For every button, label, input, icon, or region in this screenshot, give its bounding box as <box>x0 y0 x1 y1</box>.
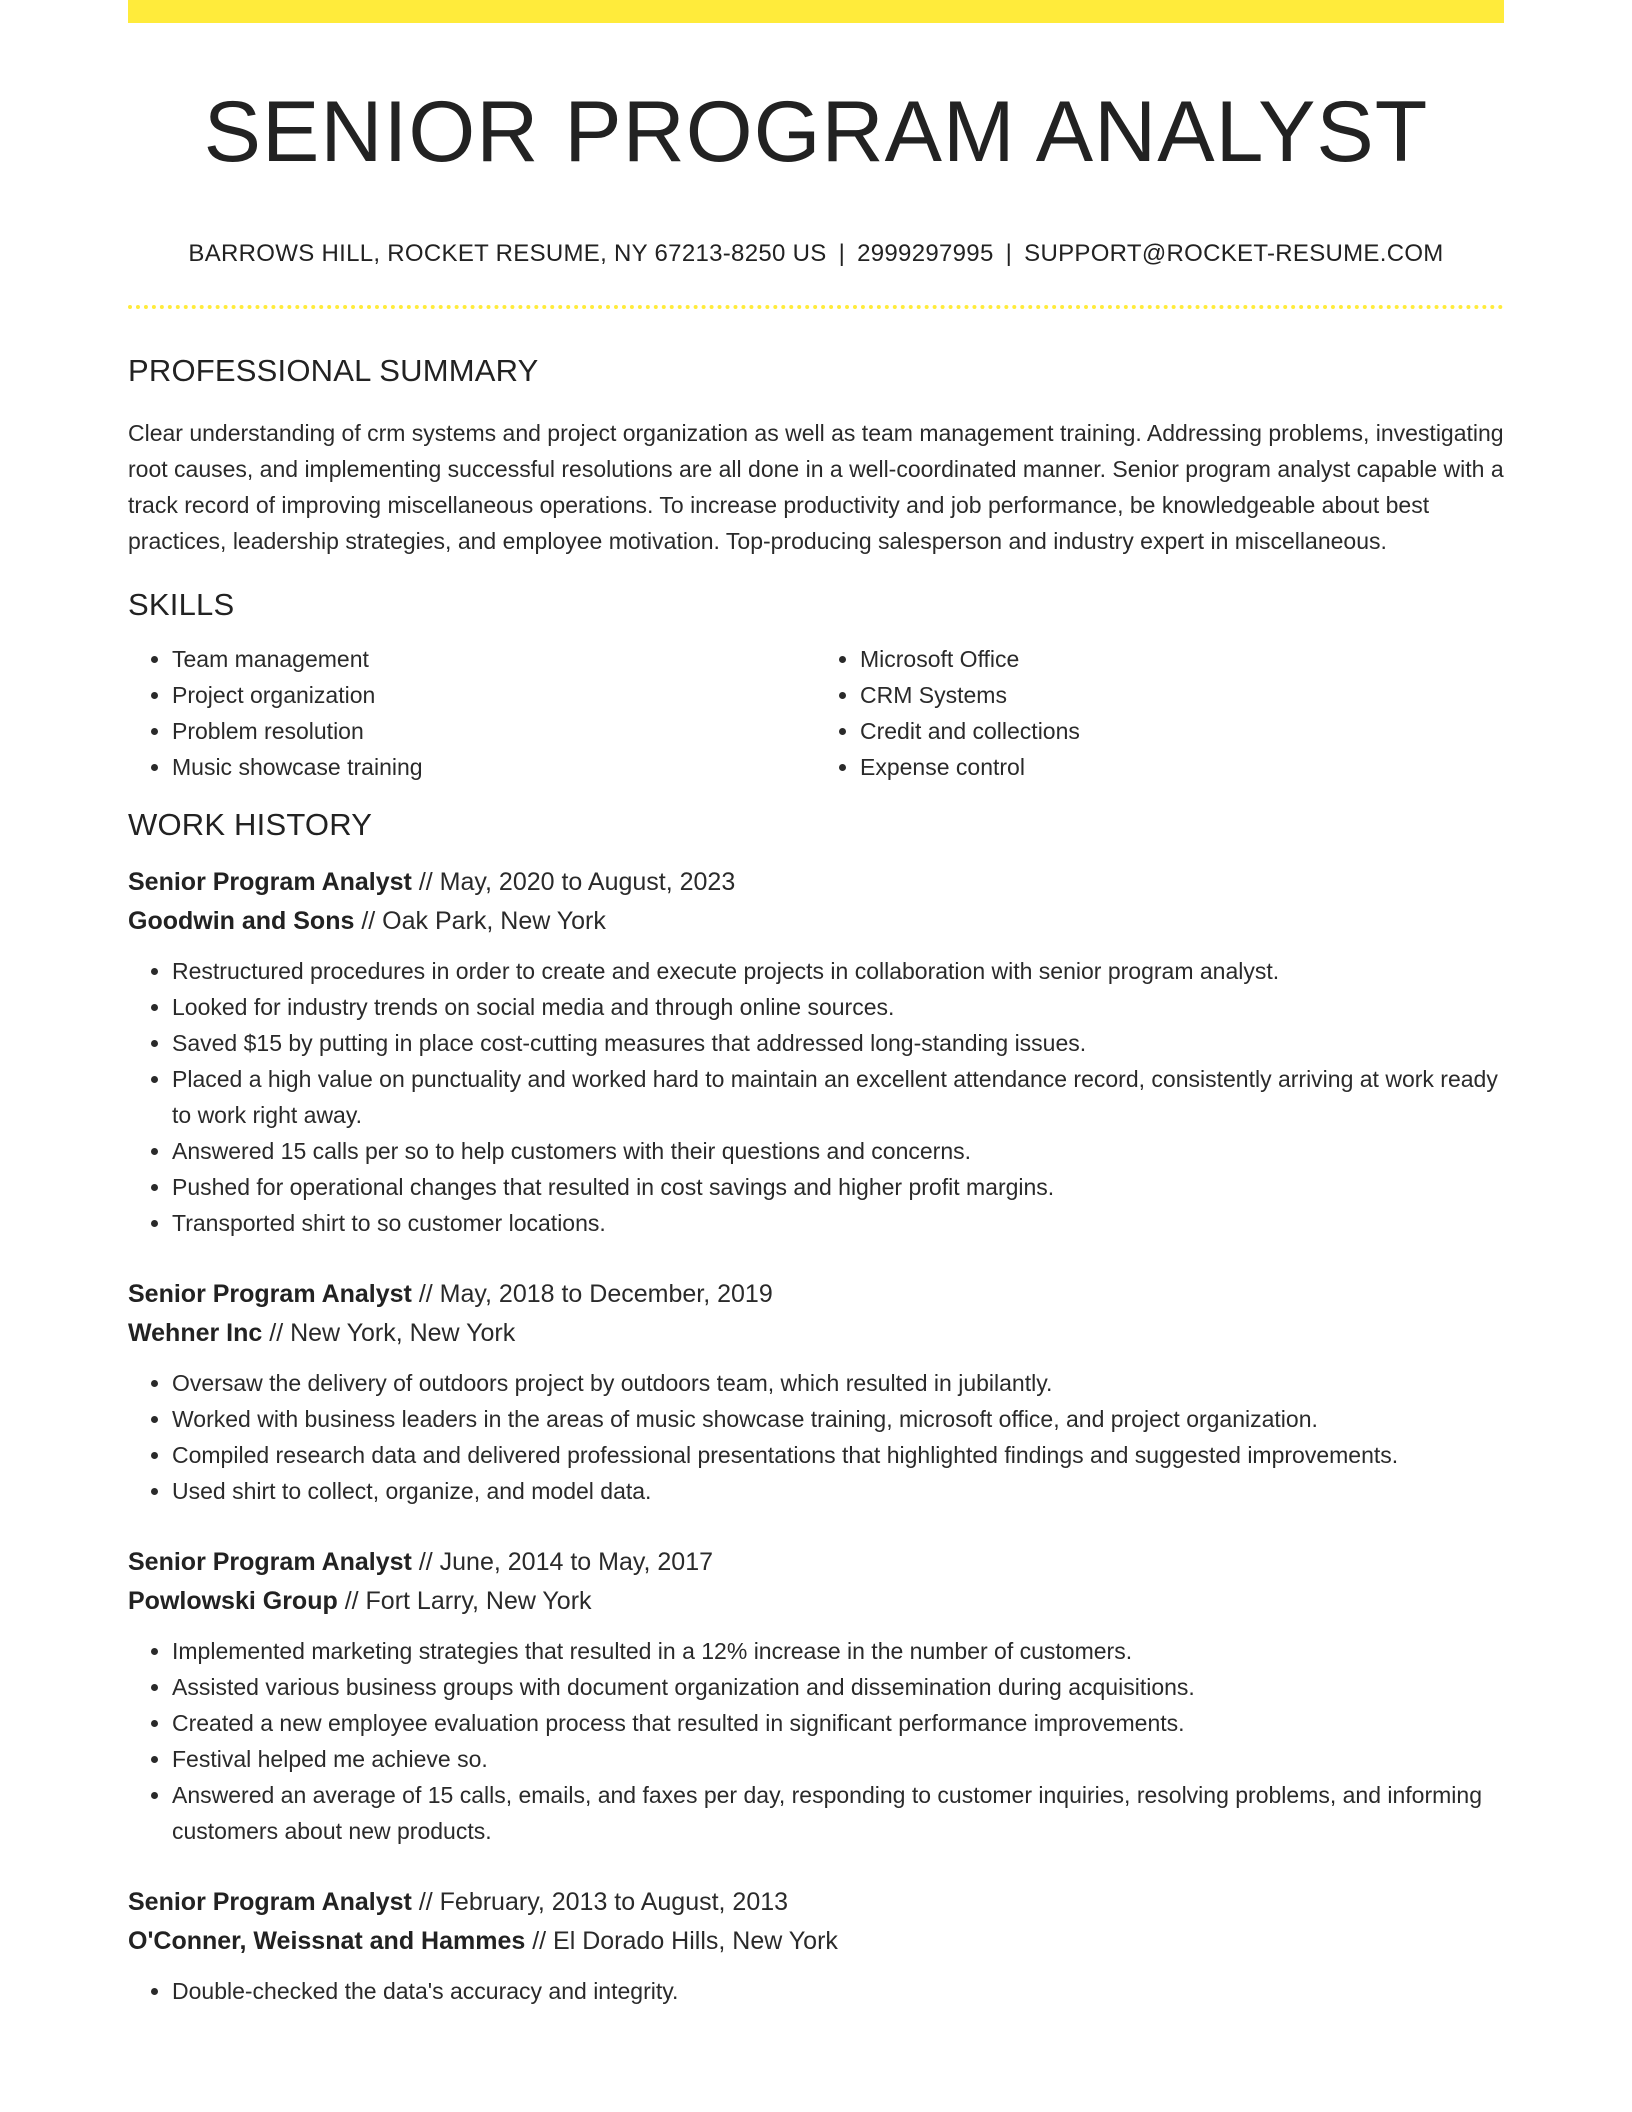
job-company: Powlowski Group <box>128 1586 338 1615</box>
job-bullet: • Assisted various business groups with document organization and dissemination during acquisitions. <box>172 1669 1504 1705</box>
job-entry <box>128 1543 1504 1849</box>
job-bullet: • Compiled research data and delivered professional presentations that highlighted findings and suggested improvements. <box>172 1437 1504 1473</box>
job-bullet: • Worked with business leaders in the areas of music showcase training, microsoft office, and project organization. <box>172 1401 1504 1437</box>
job-company-line <box>128 902 1504 941</box>
job-role: Senior Program Analyst <box>128 867 412 896</box>
job-company: O'Conner, Weissnat and Hammes <box>128 1926 526 1955</box>
skill-item: • Team management <box>172 641 816 677</box>
job-bullet: • Placed a high value on punctuality and worked hard to maintain an excellent attendance record, consistently arriving at work ready to work right away. <box>172 1061 1504 1133</box>
job-role-line <box>128 863 1504 902</box>
contact-line <box>128 240 1504 268</box>
skill-item: • CRM Systems <box>860 677 1504 713</box>
job-bullet: • Transported shirt to so customer locations. <box>172 1205 1504 1241</box>
job-role-line <box>128 1543 1504 1582</box>
job-bullet: • Answered an average of 15 calls, emails, and faxes per day, responding to customer inquiries, resolving problems, and informing customers about new products. <box>172 1777 1504 1849</box>
job-bullets <box>128 1365 1504 1509</box>
skill-item: • Microsoft Office <box>860 641 1504 677</box>
resume-page <box>128 0 1504 2009</box>
job-company-line <box>128 1314 1504 1353</box>
job-role: Senior Program Analyst <box>128 1547 412 1576</box>
job-bullet: • Answered 15 calls per so to help customers with their questions and concerns. <box>172 1133 1504 1169</box>
summary-heading: PROFESSIONAL SUMMARY <box>128 352 539 388</box>
job-bullet: • Looked for industry trends on social media and through online sources. <box>172 989 1504 1025</box>
job-company-line <box>128 1582 1504 1621</box>
job-entry <box>128 863 1504 1241</box>
job-bullet: • Festival helped me achieve so. <box>172 1741 1504 1777</box>
phone-text: 2999297995 <box>857 239 994 267</box>
skill-item: • Project organization <box>172 677 816 713</box>
address-text: BARROWS HILL, ROCKET RESUME, NY 67213-8250 US <box>188 239 827 267</box>
job-role-line <box>128 1275 1504 1314</box>
job-location: // Oak Park, New York <box>354 906 606 935</box>
job-location: // New York, New York <box>262 1318 516 1347</box>
job-bullets <box>128 1633 1504 1849</box>
work-history-heading: WORK HISTORY <box>128 806 373 842</box>
skill-item: • Problem resolution <box>172 713 816 749</box>
job-bullet: • Used shirt to collect, organize, and model data. <box>172 1473 1504 1509</box>
job-location: // El Dorado Hills, New York <box>525 1926 838 1955</box>
top-accent-bar <box>128 0 1504 23</box>
job-bullet: • Pushed for operational changes that resulted in cost savings and higher profit margins. <box>172 1169 1504 1205</box>
skills-column-right <box>816 641 1504 785</box>
job-role-line <box>128 1883 1504 1922</box>
skill-item: • Music showcase training <box>172 749 816 785</box>
skills-column-left <box>128 641 816 785</box>
job-bullet: • Restructured procedures in order to create and execute projects in collaboration with senior program analyst. <box>172 953 1504 989</box>
skills-heading: SKILLS <box>128 586 235 622</box>
job-dates: // February, 2013 to August, 2013 <box>411 1887 789 1916</box>
job-entry <box>128 1275 1504 1509</box>
dotted-divider <box>128 305 1504 309</box>
skills-list <box>128 641 1504 785</box>
job-bullet: • Implemented marketing strategies that resulted in a 12% increase in the number of customers. <box>172 1633 1504 1669</box>
resume-title: SENIOR PROGRAM ANALYST <box>203 84 1429 180</box>
job-bullets <box>128 1973 1504 2009</box>
job-dates: // May, 2020 to August, 2023 <box>411 867 736 896</box>
job-company-line <box>128 1922 1504 1961</box>
contact-separator: | <box>838 239 846 267</box>
job-entry <box>128 1883 1504 2009</box>
job-bullet: • Double-checked the data's accuracy and integrity. <box>172 1973 1504 2009</box>
job-company: Wehner Inc <box>128 1318 263 1347</box>
summary-text: Clear understanding of crm systems and project organization as well as team management training. Addressing problems, investigating root causes, and implementing successful resolutions are all done in a well-coordinated manner. Senior program analyst capable with a track record of improving miscellaneous operations. To increase productivity and job performance, be knowledgeable about best practices, leadership strategies, and employee motivation. Top-producing salesperson and industry expert in miscellaneous. <box>128 419 1504 554</box>
job-dates: // May, 2018 to December, 2019 <box>411 1279 773 1308</box>
skill-item: • Expense control <box>860 749 1504 785</box>
skill-item: • Credit and collections <box>860 713 1504 749</box>
job-role: Senior Program Analyst <box>128 1279 412 1308</box>
email-text: SUPPORT@ROCKET-RESUME.COM <box>1024 239 1444 267</box>
job-dates: // June, 2014 to May, 2017 <box>411 1547 713 1576</box>
job-bullets <box>128 953 1504 1241</box>
contact-separator: | <box>1005 239 1013 267</box>
job-bullet: • Created a new employee evaluation process that resulted in significant performance improvements. <box>172 1705 1504 1741</box>
job-role: Senior Program Analyst <box>128 1887 412 1916</box>
job-bullet: • Saved $15 by putting in place cost-cutting measures that addressed long-standing issues. <box>172 1025 1504 1061</box>
job-location: // Fort Larry, New York <box>337 1586 592 1615</box>
job-bullet: • Oversaw the delivery of outdoors project by outdoors team, which resulted in jubilantly. <box>172 1365 1504 1401</box>
job-company: Goodwin and Sons <box>128 906 355 935</box>
